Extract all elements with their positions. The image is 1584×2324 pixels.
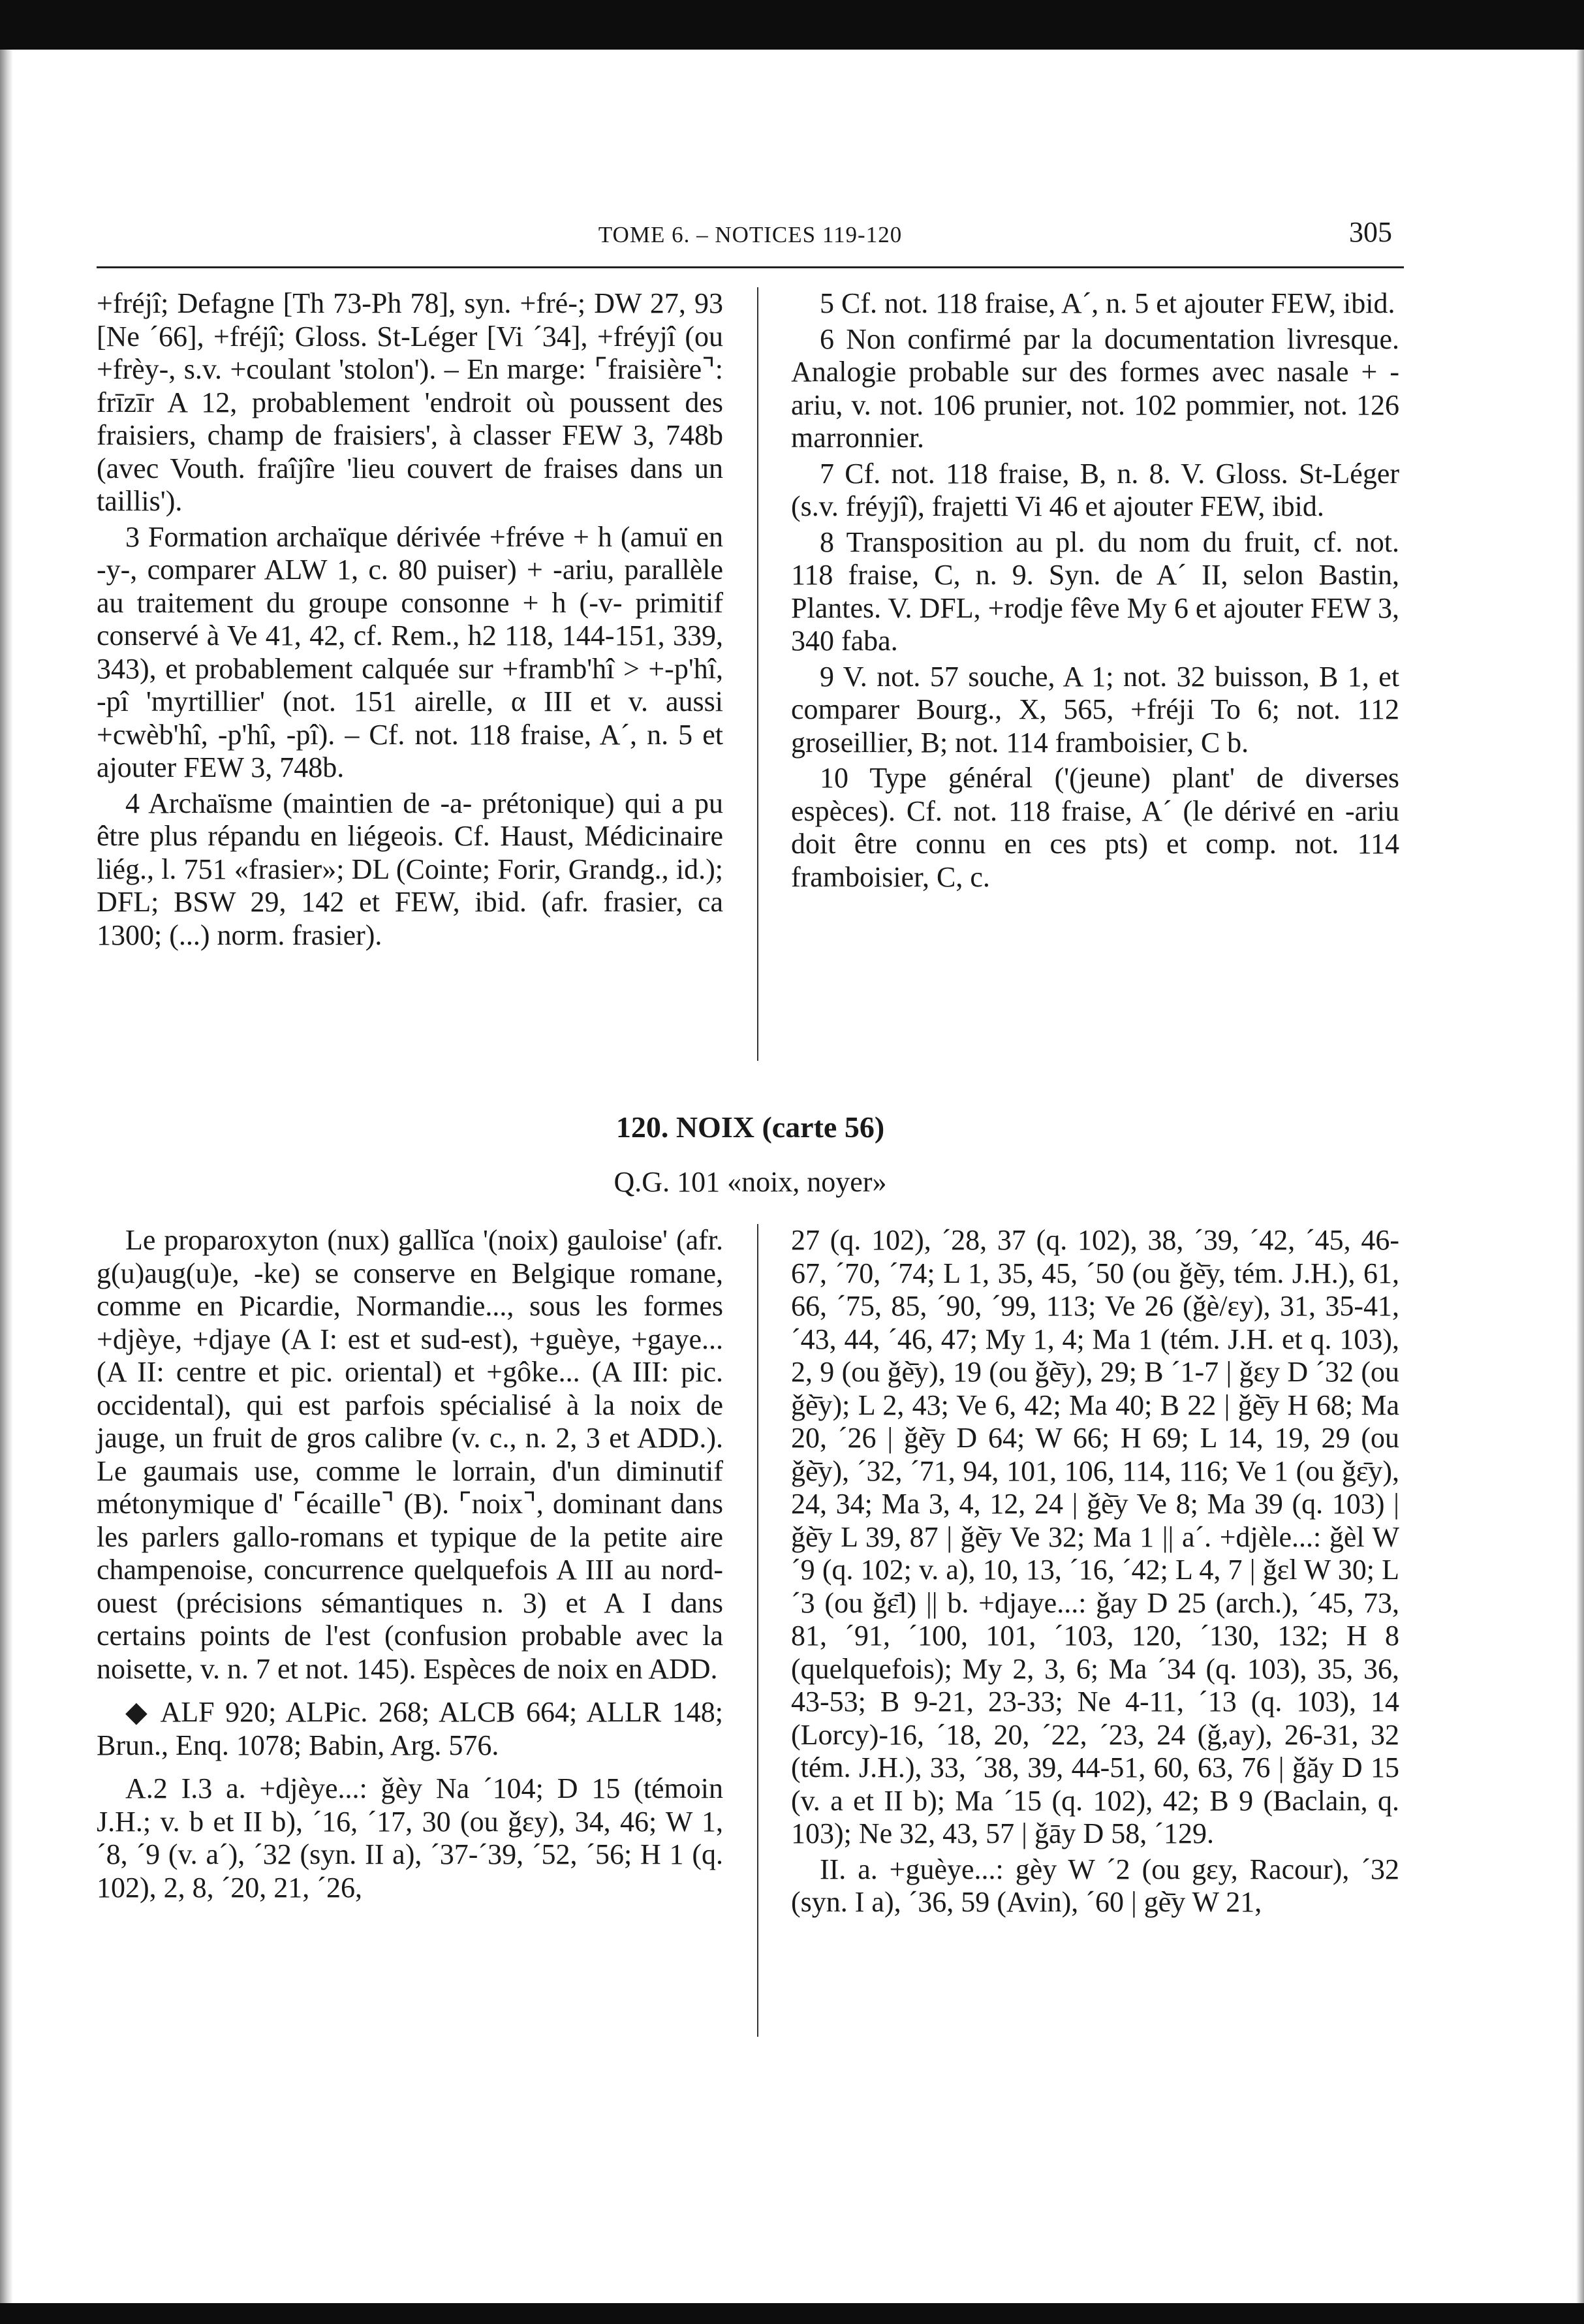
footnote-8: 8 Transposition au pl. du nom du fruit, cf. not. 118 fraise, C, n. 9. Syn. de A´ II, selon Bastin, Plantes. V. DFL, +rodje fêve My 6 et ajouter FEW 3, 340 faba. <box>791 526 1399 657</box>
scan-right-edge <box>1576 50 1584 2303</box>
article-references: ◆ ALF 920; ALPic. 268; ALCB 664; ALLR 148; Brun., Enq. 1078; Babin, Arg. 576. <box>97 1696 723 1761</box>
article-column-left <box>97 1224 723 1904</box>
article-title: 120. NOIX (carte 56) <box>615 1110 885 1144</box>
footnote-4: 4 Archaïsme (maintien de -a- prétonique) qui a pu être plus répandu en liégeois. Cf. Haust, Médicinaire liég., l. 751 «frasier»; DL (Cointe; Forir, Grandg., id.); DFL; BSW 29, 142 et FEW, ibid. (afr. frasier, ca 1300; (...) norm. frasier). <box>97 787 723 951</box>
article-forms-list: 27 (q. 102), ´28, 37 (q. 102), 38, ´39, ´42, ´45, 46-67, ´70, ´74; L 1, 35, 45, ´50 (ou ǧè̄y, tém. J.H.), 61, 66, ´75, 85, ´90, ´99, 113; Ve 26 (ǧè/ɛy), 31, 35-41, ´43, 44, ´46, 47; My 1, 4; Ma 1 (tém. J.H. et q. 103), 2, 9 (ou ǧè̄y), 19 (ou ǧè̄y), 29; B ´1-7 | ǧɛy D ´32 (ou ǧè̄y); L 2, 43; Ve 6, 42; Ma 40; B 22 | ǧè̄y H 68; Ma 20, ´26 | ǧè̄y D 64; W 66; H 69; L 14, 19, 29 (ou ǧè̄y), ´32, ´71, 94, 101, 106, 114, 116; Ve 1 (ou ǧɛ̄y), 24, 34; Ma 3, 4, 12, 24 | ǧè̄y Ve 8; Ma 39 (q. 103) | ǧè̄y L 39, 87 | ǧè̄y Ve 32; Ma 1 || a´. +djèle...: ǧèl W ´9 (q. 102; v. a), 10, 13, ´16, ´42; L 4, 7 | ǧɛl W 30; L ´3 (ou ǧɛ̄l) || b. +djaye...: ǧay D 25 (arch.), ´45, 73, 81, ´91, ´100, 101, ´103, 120, ´130, 132; H 8 (quelquefois); My 2, 3, 6; Ma ´34 (q. 103), 35, 36, 43-53; B 9-21, 23-33; Ne 4-11, ´13 (q. 103), 14 (Lorcy)-16, ´18, 20, ´22, ´23, 24 (ǧ,ay), 26-31, 32 (tém. J.H.), 33, ´38, 39, 44-51, 60, 63, 76 | ǧăy D 15 (v. a et II b); Ma ´15 (q. 102), 42; B 9 (Baclain, q. 103); Ne 32, 43, 57 | ǧāy D 58, ´129. <box>791 1224 1399 1849</box>
article-section-ii: II. a. +guèye...: gèy W ´2 (ou gɛy, Racour), ´32 (syn. I a), ´36, 59 (Avin), ´60 | gè̄y W 21, <box>791 1853 1399 1918</box>
footnote-5: 5 Cf. not. 118 fraise, A´, n. 5 et ajouter FEW, ibid. <box>820 287 1395 319</box>
scan-bottom-border <box>0 2303 1584 2324</box>
column-divider-top <box>757 287 758 1061</box>
footnote-9: 9 V. not. 57 souche, A 1; not. 32 buisson, B 1, et comparer Bourg., X, 565, +fréji To 6; not. 112 groseillier, B; not. 114 framboisier, C b. <box>791 660 1399 759</box>
page-header <box>97 215 1404 268</box>
article-subtitle: Q.G. 101 «noix, noyer» <box>613 1166 887 1198</box>
scan-left-edge <box>0 50 13 2303</box>
column-divider-bottom <box>757 1224 758 2037</box>
article-column-right <box>791 1224 1399 1919</box>
article-section-a: A.2 I.3 a. +djèye...: ǧèy Na ´104; D 15 (témoin J.H.; v. b et II b), ´16, ´17, 30 (ou ǧɛy), 34, 46; W 1, ´8, ´9 (v. a´), ´32 (syn. II a), ´37-´39, ´52, ´56; H 1 (q. 102), 2, 8, ´20, 21, ´26, <box>97 1772 723 1904</box>
scan-top-border <box>0 0 1584 50</box>
page-number: 305 <box>1349 216 1392 248</box>
footnote-10: 10 Type général ('(jeune) plant' de diverses espèces). Cf. not. 118 fraise, A´ (le dérivé en -ariu doit être connu en ces pts) et comp. not. 114 framboisier, C, c. <box>791 762 1399 893</box>
article-intro: Le proparoxyton (nux) gallĭca '(noix) gauloise' (afr. g(u)aug(u)e, -ke) se conserve en Belgique romane, comme en Picardie, Normandie..., sous les formes +djèye, +djaye (A I: est et sud-est), +guèye, +gaye... (A II: centre et pic. oriental) et +gôke... (A III: pic. occidental), qui est parfois spécialisé à la noix de jauge, un fruit de gros calibre (v. c., n. 2, 3 et ADD.). Le gaumais use, comme le lorrain, d'un diminutif métonymique d' ⌜écaille⌝ (B). ⌜noix⌝, dominant dans les parlers gallo-romans et typique de la petite aire champenoise, concurrence quelquefois A III au nord-ouest (précisions sémantiques n. 3) et A I dans certains points de l'est (confusion probable avec la noisette, v. n. 7 et not. 145). Espèces de noix en ADD. <box>97 1224 723 1685</box>
footnote-7: 7 Cf. not. 118 fraise, B, n. 8. V. Gloss. St-Léger (s.v. fréyjî), frajetti Vi 46 et ajouter FEW, ibid. <box>791 457 1399 522</box>
note-continued: +fréjî; Defagne [Th 73-Ph 78], syn. +fré-; DW 27, 93 [Ne ´66], +fréjî; Gloss. St-Léger [Vi ´34], +fréyjî (ou +frèy-, s.v. +coulant 'stolon'). – En marge: ⌜fraisière⌝: frīzīr A 12, probablement 'endroit où poussent des fraisiers, champ de fraisiers', à classer FEW 3, 748b (avec Vouth. fraîjîre 'lieu couvert de fraises dans un taillis'). <box>97 287 723 517</box>
notes-column-left <box>97 287 723 952</box>
notes-column-right <box>791 287 1399 894</box>
footnote-3: 3 Formation archaïque dérivée +fréve + h (amuï en -y-, comparer ALW 1, c. 80 puiser) + -ariu, parallèle au traitement du groupe consonne + h (-v- primitif conservé à Ve 41, 42, cf. Rem., h2 118, 144-151, 339, 343), et probablement calquée sur +framb'hî > +-p'hî, -pî 'myrtillier' (not. 151 airelle, α III et v. aussi +cwèb'hî, -p'hî, -pî). – Cf. not. 118 fraise, A´, n. 5 et ajouter FEW 3, 748b. <box>97 520 723 783</box>
running-head: TOME 6. – NOTICES 119-120 <box>598 222 903 247</box>
footnote-6: 6 Non confirmé par la documentation livresque. Analogie probable sur des formes avec nasale + -ariu, v. not. 106 prunier, not. 102 pommier, not. 126 marronnier. <box>791 322 1399 454</box>
